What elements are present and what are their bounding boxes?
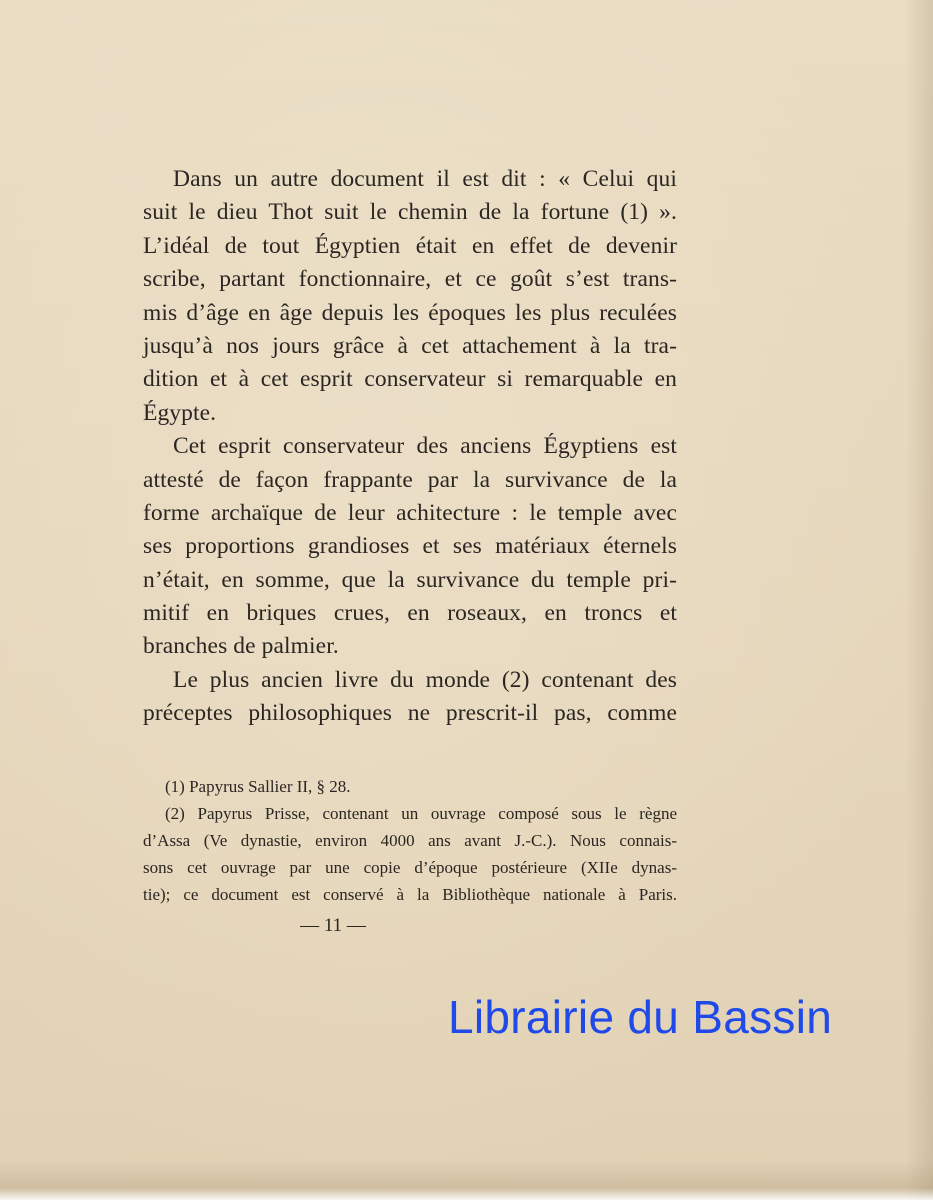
text-line: attesté de façon frappante par la survivance de la (143, 466, 677, 493)
text-line: mitif en briques crues, en roseaux, en troncs et (143, 600, 677, 627)
text-line: forme archaïque de leur achitecture : le temple avec (143, 499, 677, 526)
main-text-block (143, 163, 677, 731)
text-line: suit le dieu Thot suit le chemin de la fortune (1) ». (143, 199, 677, 226)
footnote-line: (1) Papyrus Sallier II, § 28. (165, 777, 351, 796)
footnote-line: tie); ce document est conservé à la Bibliothèque nationale à Paris. (143, 885, 677, 904)
text-line: Dans un autre document il est dit : « Celui qui (173, 166, 677, 192)
text-line: jusqu’à nos jours grâce à cet attachement à la tra- (143, 332, 677, 359)
text-line: L’idéal de tout Égyptien était en effet de devenir (143, 232, 677, 259)
text-line: scribe, partant fonctionnaire, et ce goût s’est trans- (143, 266, 677, 293)
footnote-line: sons cet ouvrage par une copie d’époque postérieure (XIIe dynas- (143, 858, 677, 877)
watermark-text: Librairie du Bassin (448, 991, 833, 1043)
text-line: dition et à cet esprit conservateur si remarquable en (143, 366, 677, 393)
footnote-line: d’Assa (Ve dynastie, environ 4000 ans avant J.-C.). Nous connais- (143, 831, 677, 850)
text-line: n’était, en somme, que la survivance du temple pri- (143, 566, 677, 593)
footnotes (143, 773, 677, 908)
text-line: Cet esprit conservateur des anciens Égyptiens est (173, 433, 677, 460)
text-line: mis d’âge en âge depuis les époques les plus reculées (143, 299, 677, 326)
footnote-line: (2) Papyrus Prisse, contenant un ouvrage composé sous le règne (165, 804, 677, 823)
page-number: — 11 — (300, 915, 366, 936)
text-line: ses proportions grandioses et ses matériaux éternels (143, 533, 677, 560)
page-bottom-edge (0, 1160, 933, 1200)
text-line: Égypte. (143, 399, 217, 426)
page-edge-shadow (905, 0, 933, 1200)
text-line: branches de palmier. (143, 633, 339, 660)
text-line: Le plus ancien livre du monde (2) contenant des (173, 666, 677, 693)
text-line: préceptes philosophiques ne prescrit-il pas, comme (143, 700, 677, 727)
